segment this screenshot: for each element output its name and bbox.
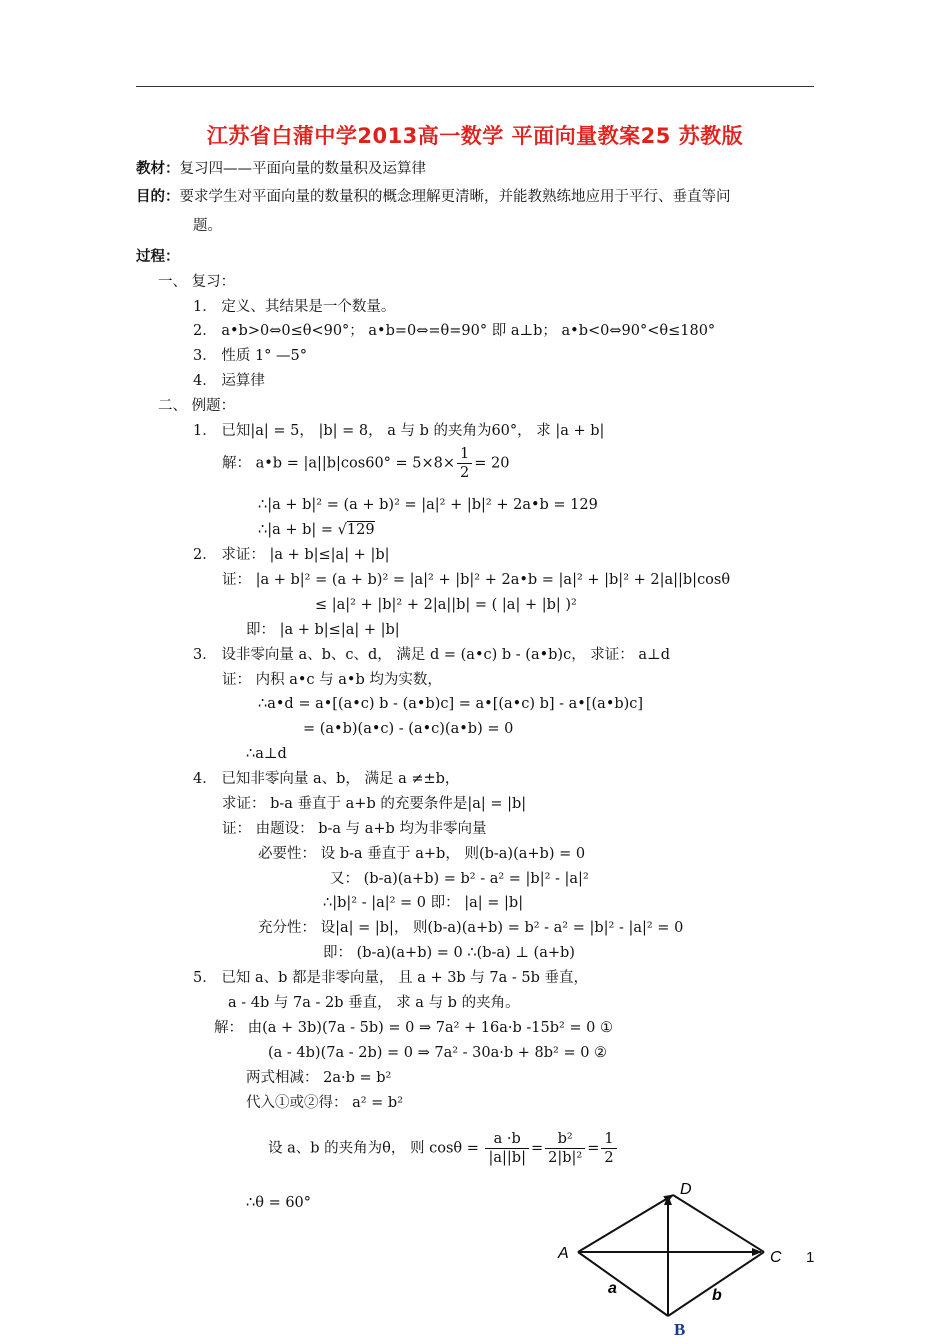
document-title: 江苏省白蒲中学2013高一数学 平面向量教案25 苏教版 <box>206 124 744 148</box>
fraction-dot-over-norms <box>485 1130 528 1167</box>
example-3-proof-1: 证： 内积 a•c 与 a•b 均为实数， <box>222 672 442 688</box>
example-5-cont: a - 4b 与 7a - 2b 垂直， 求 a 与 b 的夹角。 <box>228 995 520 1011</box>
vertex-label-a: A <box>558 1245 569 1262</box>
fraction-numerator: 1 <box>457 445 472 464</box>
example-1-square: ∴|a + b|² = (a + b)² = |a|² + |b|² + 2a•b = 129 <box>258 497 598 513</box>
example-3: 3． 设非零向量 a、b、c、d， 满足 d = (a•c) b - (a•b)c， 求证： a⊥d <box>193 647 670 663</box>
goal-label: 目的： <box>136 189 180 205</box>
example-4-necessity-2: 又： (b-a)(a+b) = b² - a² = |b|² - |a|² <box>330 871 589 887</box>
review-item-1: 1． 定义、其结果是一个数量。 <box>193 299 396 315</box>
example-4-sufficiency: 充分性： 设|a| = |b|， 则(b-a)(a+b) = b² - a² = |b|² - |a|² = 0 <box>258 920 684 936</box>
fraction-b-squared <box>545 1130 585 1167</box>
example-4-necessity: 必要性： 设 b-a 垂直于 a+b， 则(b-a)(a+b) = 0 <box>258 846 586 862</box>
review-item-4: 4． 运算律 <box>193 373 265 389</box>
ex1-solution-prefix: 解： a•b = |a||b|cos60° = 5×8× <box>222 455 456 472</box>
fraction-numerator: 1 <box>601 1130 616 1149</box>
example-4-sufficiency-2: 即： (b-a)(a+b) = 0 ∴(b-a) ⊥ (a+b) <box>323 945 575 961</box>
fraction-one-half <box>601 1130 616 1167</box>
example-1: 1． 已知|a| = 5， |b| = 8， a 与 b 的夹角为60°， 求 |a + b| <box>193 423 605 439</box>
fraction-one-half <box>457 445 472 482</box>
header-rule <box>136 86 814 87</box>
process-label: 过程： <box>136 249 180 265</box>
fraction-denominator: 2 <box>604 1150 614 1166</box>
goal-text: 要求学生对平面向量的数量积的概念理解更清晰，并能教熟练地应用于平行、垂直等问 <box>179 189 731 205</box>
material-label: 教材： <box>136 161 180 177</box>
review-item-3: 3． 性质 1° —5° <box>193 348 308 364</box>
example-2-proof-2: ≤ |a|² + |b|² + 2|a||b| = ( |a| + |b| )² <box>315 597 577 613</box>
fraction-numerator: b² <box>545 1130 585 1149</box>
example-1-solution <box>222 445 510 482</box>
cos-prefix: 设 a、b 的夹角为θ， 则 cosθ = <box>268 1140 479 1157</box>
rhombus-vector-figure <box>540 1170 800 1340</box>
sqrt-radicand: 129 <box>346 522 375 538</box>
fraction-denominator: |a||b| <box>488 1150 526 1166</box>
equals-sign: = <box>587 1140 600 1157</box>
section-examples: 二、 例题： <box>158 398 236 414</box>
equals-sign: = <box>530 1140 544 1157</box>
example-5-subtract: 两式相减： 2a·b = b² <box>246 1070 392 1086</box>
example-3-proof-2: ∴a•d = a•[(a•c) b - (a•b)c] = a•[(a•c) b] - a•[(a•b)c] <box>258 696 644 712</box>
example-5-substitute: 代入①或②得： a² = b² <box>246 1095 404 1111</box>
example-4-claim: 求证： b-a 垂直于 a+b 的充要条件是|a| = |b| <box>222 796 527 812</box>
example-3-proof-3: = (a•b)(a•c) - (a•c)(a•b) = 0 <box>303 721 514 737</box>
goal-text-continued: 题。 <box>193 218 222 234</box>
edge-d-to-c <box>673 1195 764 1252</box>
example-5-answer: ∴θ = 60° <box>246 1195 312 1211</box>
example-1-result <box>258 520 375 540</box>
vector-label-a: a <box>608 1280 617 1297</box>
edge-b-to-c <box>668 1252 764 1316</box>
example-5-solution-2: (a - 4b)(7a - 2b) = 0 ⇒ 7a² - 30a·b + 8b² = 0 ② <box>268 1045 608 1061</box>
fraction-numerator: a ·b <box>485 1130 528 1149</box>
goal-line <box>136 187 731 207</box>
edge-a-to-b <box>578 1252 668 1316</box>
review-item-2: 2． a•b>0⇔0≤θ<90°； a•b=0⇔=θ=90° 即 a⊥b； a•b<0⇔90°<θ≤180° <box>193 323 716 339</box>
fraction-denominator: 2 <box>460 465 470 481</box>
fraction-denominator: 2|b|² <box>548 1150 583 1166</box>
vertex-label-b: B <box>674 1320 686 1339</box>
vertex-label-d: D <box>680 1181 692 1198</box>
example-5: 5． 已知 a、b 都是非零向量， 且 a + 3b 与 7a - 5b 垂直， <box>193 970 589 986</box>
ex1-result-prefix: ∴|a + b| = <box>258 522 334 538</box>
example-2-proof-1: 证： |a + b|² = (a + b)² = |a|² + |b|² + 2a•b = |a|² + |b|² + 2|a||b|cosθ <box>222 572 731 588</box>
edge-a-to-d <box>578 1195 673 1252</box>
example-4-proof-1: 证： 由题设： b-a 与 a+b 均为非零向量 <box>222 821 487 837</box>
example-3-conclusion: ∴a⊥d <box>246 746 287 762</box>
example-5-solution-1: 解： 由(a + 3b)(7a - 5b) = 0 ⇒ 7a² + 16a·b -15b² = 0 ① <box>214 1020 614 1036</box>
page-number: 1 <box>806 1249 815 1266</box>
example-4-necessity-3: ∴|b|² - |a|² = 0 即： |a| = |b| <box>323 895 524 911</box>
ex1-solution-suffix: = 20 <box>474 455 510 472</box>
section-review: 一、 复习： <box>158 274 236 290</box>
sqrt-sign: √ <box>337 522 347 538</box>
material-line <box>136 159 426 179</box>
material-text: 复习四——平面向量的数量积及运算律 <box>179 161 426 177</box>
vector-label-b: b <box>712 1287 722 1304</box>
example-5-cosine <box>268 1130 619 1167</box>
example-4: 4． 已知非零向量 a、b， 满足 a ≠±b， <box>193 771 460 787</box>
example-2-conclusion: 即： |a + b|≤|a| + |b| <box>246 622 400 638</box>
vertex-label-c: C <box>770 1249 782 1266</box>
example-2: 2． 求证： |a + b|≤|a| + |b| <box>193 547 390 563</box>
